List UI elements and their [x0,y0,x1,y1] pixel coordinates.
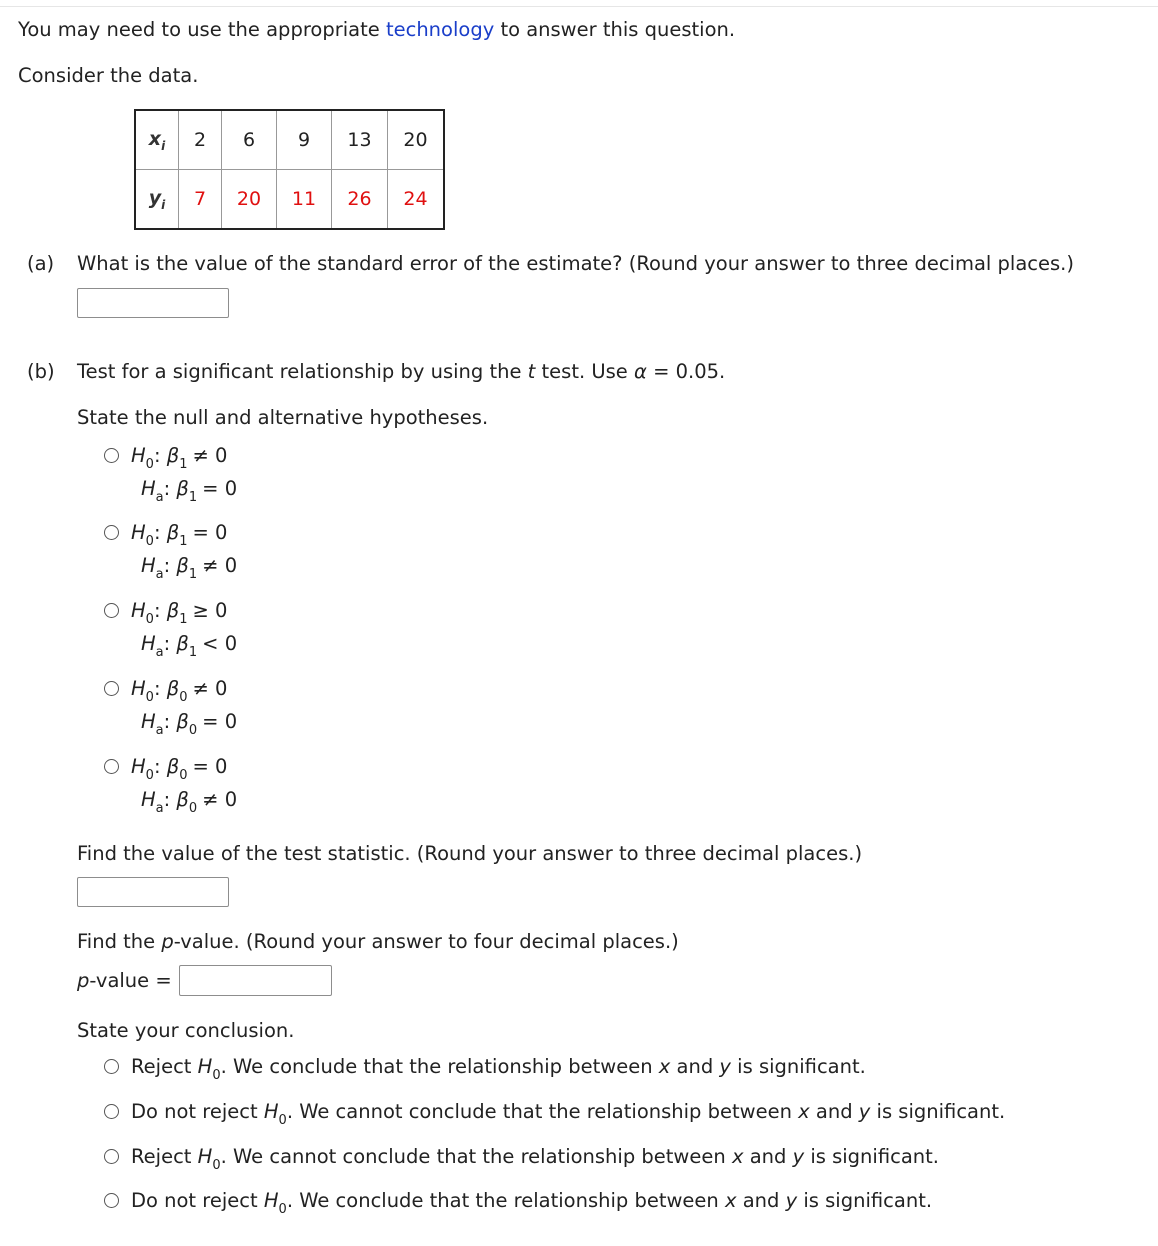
intro-suffix: to answer this question. [500,18,736,41]
hypothesis-radio[interactable] [104,525,119,540]
h0-line: $H_0$: $\beta_1 \ge 0$ [131,599,228,627]
top-divider [0,6,1158,7]
hypothesis-radio[interactable] [104,448,119,463]
y-value: 20 [222,170,277,230]
test-statistic-input[interactable] [77,877,229,907]
conclusion-text: Do not reject $H_0$. We cannot conclude that the relationship between x and y is significant. [131,1100,1006,1128]
conclusion-label: State your conclusion. [77,1019,295,1042]
test-statistic-question: Find the value of the test statistic. (Round your answer to three decimal places.) [77,842,863,865]
part-b-label: (b) [27,360,55,383]
state-hypotheses-label: State the null and alternative hypotheses. [77,406,489,429]
x-value: 20 [388,110,445,170]
hypothesis-radio[interactable] [104,681,119,696]
ha-line: $H_a$: $\beta_0 = 0$ [141,710,238,738]
y-value: 26 [332,170,388,230]
ha-line: $H_a$: $\beta_1 < 0$ [141,632,238,660]
ha-line: $H_a$: $\beta_1 = 0$ [141,477,238,505]
y-value: 24 [388,170,445,230]
data-table [134,109,445,230]
technology-link[interactable]: technology [385,18,495,41]
standard-error-input[interactable] [77,288,229,318]
conclusion-text: Reject $H_0$. We cannot conclude that the relationship between x and y is significant. [131,1145,939,1173]
y-header: $y_i$ [135,170,179,230]
part-a-label: (a) [27,252,55,275]
intro-prefix: You may need to use the appropriate [18,18,380,41]
consider-text: Consider the data. [18,64,199,87]
pvalue-question: Find the p-value. (Round your answer to four decimal places.) [77,930,679,953]
conclusion-radio[interactable] [104,1149,119,1164]
ha-line: $H_a$: $\beta_0 \ne 0$ [141,788,238,816]
conclusion-radio[interactable] [104,1104,119,1119]
pvalue-label: p-value = [77,969,172,992]
conclusion-text: Do not reject $H_0$. We conclude that the relationship between x and y is significant. [131,1189,933,1217]
y-row [135,170,444,230]
conclusion-radio[interactable] [104,1193,119,1208]
hypothesis-radio[interactable] [104,759,119,774]
x-value: 13 [332,110,388,170]
ha-line: $H_a$: $\beta_1 \ne 0$ [141,554,238,582]
conclusion-text: Reject $H_0$. We conclude that the relationship between x and y is significant. [131,1055,866,1083]
part-b-question: Test for a significant relationship by using the t test. Use α = 0.05. [77,360,726,383]
x-value: 2 [179,110,222,170]
part-a-question: What is the value of the standard error of the estimate? (Round your answer to three decimal places.) [77,252,1074,275]
x-row [135,110,444,170]
pvalue-input[interactable] [179,965,332,996]
y-value: 11 [277,170,332,230]
h0-line: $H_0$: $\beta_0 = 0$ [131,755,228,783]
x-value: 9 [277,110,332,170]
y-value: 7 [179,170,222,230]
intro-text [18,18,735,41]
h0-line: $H_0$: $\beta_0 \ne 0$ [131,677,228,705]
x-header: $x_i$ [135,110,179,170]
x-value: 6 [222,110,277,170]
conclusion-radio[interactable] [104,1059,119,1074]
h0-line: $H_0$: $\beta_1 = 0$ [131,521,228,549]
hypothesis-radio[interactable] [104,603,119,618]
h0-line: $H_0$: $\beta_1 \ne 0$ [131,444,228,472]
